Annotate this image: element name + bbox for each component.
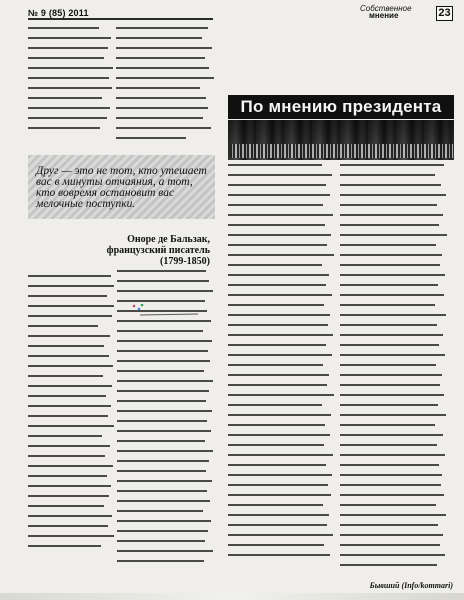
quote-author: Оноре де Бальзак, французский писатель (1799-1850)	[106, 234, 210, 267]
signature-author: Бывший (Info/kommari)	[369, 581, 453, 590]
section-brand: Собственное	[360, 4, 412, 13]
left-column-top	[28, 23, 115, 133]
page-bottom-edge	[0, 593, 464, 600]
page-number: 23	[436, 6, 453, 21]
center-column	[228, 160, 339, 570]
issue-label: № 9 (85) 2011	[28, 8, 213, 20]
left-column-top-2	[116, 23, 215, 140]
left-column-bottom	[28, 271, 116, 571]
photo-caption	[336, 122, 447, 149]
right-column	[340, 160, 453, 580]
quote-box	[28, 155, 215, 265]
section-header	[360, 5, 453, 19]
handwritten-mark	[140, 303, 198, 315]
section-subtitle: мнение	[369, 11, 399, 20]
section-banner: По мнению президента	[228, 95, 454, 119]
quote-text: Друг — это не тот, кто утешает вас в минуты отчаяния, а тот, кто вовремя остановит вас мелочные поступки.	[36, 165, 207, 210]
